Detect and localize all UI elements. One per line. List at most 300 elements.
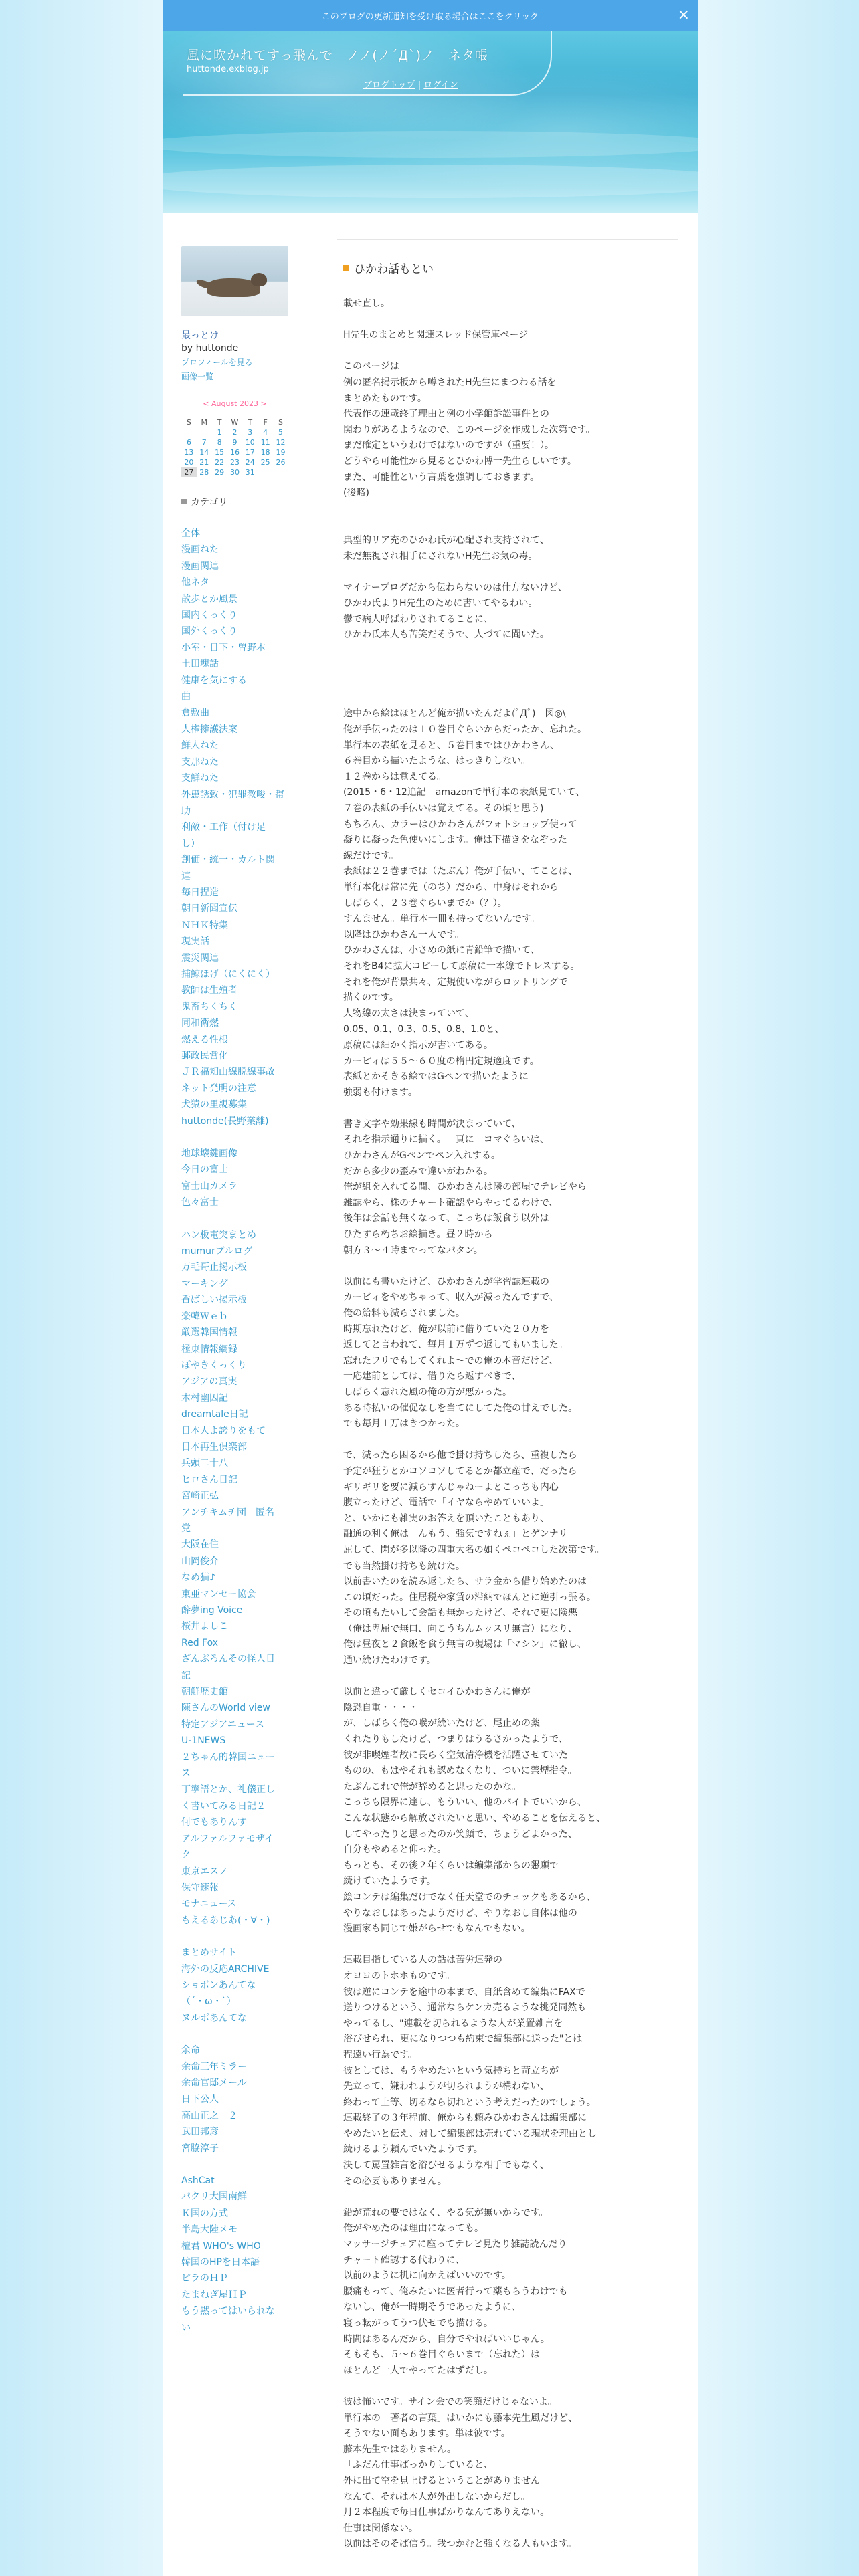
category-link[interactable]: 余命 [181, 2045, 200, 2056]
category-link[interactable]: 東亜マンセー協会 [181, 1588, 256, 1600]
calendar-day-label: W [231, 418, 239, 427]
calendar-date[interactable]: 24 [245, 458, 255, 467]
post-line: そうでない面もあります。単は彼です。 [343, 2428, 510, 2440]
post-line: まとめたものです。 [343, 393, 427, 404]
category-group-gap [181, 2026, 295, 2042]
category-link[interactable]: 教師は生殖者 [181, 985, 237, 996]
calendar-date[interactable]: 10 [245, 438, 255, 447]
post-line: 単行本化は常に先（のち）だから、中身はそれから [343, 881, 559, 893]
category-link[interactable]: ク [181, 1850, 191, 1861]
calendar-date[interactable]: 15 [215, 448, 225, 457]
category-link[interactable]: 朝日新聞宣伝 [181, 903, 237, 915]
calendar-header[interactable]: < August 2023 > [203, 399, 267, 408]
category-link[interactable]: 丁寧語とか、礼儀正し [181, 1784, 275, 1796]
post-line: ひたすら朽ちお絵描き。昼２時から [343, 1229, 493, 1241]
category-link[interactable]: 党 [181, 1523, 191, 1534]
category-link[interactable]: 外患誘致・犯罪教唆・幇 [181, 789, 284, 800]
calendar-date[interactable]: 17 [245, 448, 255, 457]
post-line: その必要もありません。 [343, 2175, 447, 2187]
blog-header [163, 31, 698, 213]
post-line: 後年は会話も無くなって、こっちは飯食う以外は [343, 1213, 549, 1224]
header-wave-decoration [163, 131, 698, 158]
calendar-date[interactable]: 8 [217, 438, 222, 447]
category-link[interactable]: 木村幽囚記 [181, 1392, 228, 1404]
post-line: H先生のまとめと関連スレッド保管庫ページ [343, 330, 529, 341]
blog-url: huttonde.exblog.jp [187, 64, 269, 74]
post-line: 朝方３～４時までってなパタン。 [343, 1245, 483, 1256]
post-line: その頃もたいして会話も無かったけど、それで更に険悪 [343, 1608, 577, 1619]
category-link[interactable]: mumurブルログ [181, 1246, 253, 1257]
category-link[interactable]: AshCat [181, 2175, 215, 2186]
post-body [343, 296, 678, 2553]
post-line: 先立って、嫌われようが切られようが構わない、 [343, 2081, 549, 2092]
category-link[interactable]: 今日の富士 [181, 1164, 228, 1176]
post-line: 絵コンテは編集だけでなく任天堂でのチェックもあるから、 [343, 1891, 596, 1903]
category-link[interactable]: 山岡俊介 [181, 1555, 219, 1567]
login-link[interactable]: ログイン [423, 80, 458, 90]
calendar-day-label: S [278, 418, 284, 427]
category-link[interactable]: 色々富士 [181, 1197, 219, 1208]
category-link[interactable]: 全体 [181, 528, 200, 539]
post-line: やめたいと伝え、対して編集部は売れている現状を理由とし [343, 2128, 597, 2139]
post-line: マイナーブログだから伝わらないのは仕方ないけど、 [343, 582, 568, 593]
post-line: 例の匿名掲示板から噂されたH先生にまつわる話を [343, 377, 557, 388]
category-list [181, 526, 295, 2336]
calendar-date[interactable]: 13 [184, 448, 194, 457]
category-link[interactable]: 国外くっくり [181, 626, 237, 637]
post-line [343, 675, 678, 691]
post-line: 「ふだん仕事ばっかりしていると、 [343, 2460, 493, 2471]
post-line: 陰恐自重・・・・ [343, 1702, 418, 1713]
category-link[interactable]: まとめサイト [181, 1947, 237, 1959]
post-line: オヨヨのトホホものです。 [343, 1970, 455, 1981]
post-line: 途中から絵はほとんど俺が描いたんだよ(ﾟДﾟ) 図◎\ [343, 708, 566, 720]
post-line: しばらく、２３巻ぐらいまでか（？）。 [343, 897, 507, 909]
category-link[interactable]: アジアの真実 [181, 1376, 237, 1388]
calendar-day-label: T [217, 418, 222, 427]
post-line: 仕事は関係ない。 [343, 2523, 418, 2534]
category-group-gap [181, 1211, 295, 1227]
post-line: 載せ直し。 [343, 298, 390, 309]
post-line: くれたりもしたけど、つまりはうるさかったようで、 [343, 1734, 568, 1745]
post-line: そもそも、５～６巻目ぐらいまで（忘れた）は [343, 2349, 540, 2361]
category-link[interactable]: Red Fox [181, 1637, 219, 1648]
post-line: 凝りに凝った色使いにします。俺は下描きをなぞった [343, 835, 567, 846]
post-line: 代表作の連載終了理由と例の小学館訴訟事件との [343, 409, 549, 420]
post-line: 線だけです。 [343, 850, 399, 861]
category-link[interactable]: モナニュース [181, 1899, 237, 1910]
notification-bar[interactable] [163, 0, 698, 31]
post-line: 俺がやめたのは理由になっても。 [343, 2223, 484, 2234]
category-link[interactable]: 国内くっくり [181, 610, 237, 621]
category-link[interactable]: ハン板電突まとめ [181, 1229, 256, 1241]
category-link[interactable]: 高山正之 ２ [181, 2110, 237, 2121]
post-line: すんません。単行本一冊も持ってないんです。 [343, 914, 540, 925]
category-link[interactable]: 燃える性根 [181, 1034, 228, 1045]
category-link[interactable]: 同和衛燃 [181, 1018, 219, 1029]
post-line: ７巻の表紙の手伝いは覚えてる。その頃と思う) [343, 803, 544, 814]
category-link[interactable]: 震災関連 [181, 952, 219, 964]
category-group-gap [181, 1130, 295, 1146]
category-link[interactable]: 人権擁護法案 [181, 724, 237, 735]
category-link[interactable]: ＮＨＫ特集 [181, 920, 228, 931]
post-line: たぶんこれで俺が辞めると思ったのかな。 [343, 1781, 521, 1792]
post-line: もっとも、その後２年くらいは編集部からの懇願で [343, 1860, 559, 1871]
calendar-day-label: F [263, 418, 268, 427]
post-line [343, 1937, 678, 1953]
category-link[interactable]: 連 [181, 871, 191, 882]
calendar-date[interactable]: 28 [199, 468, 209, 477]
category-title: カテゴリ [191, 497, 228, 508]
post-line: 連載目指している人の話は苦労連発の [343, 1955, 502, 1966]
category-link[interactable]: 宮脇淳子 [181, 2143, 219, 2154]
post-line: 未だ無視され相手にされないH先生お気の毒。 [343, 550, 538, 562]
post-line: 返してと言われて、毎月１万ずつ返してもいました。 [343, 1339, 568, 1351]
post-line: 雑誌やら、株のチャート確認やらやってるわけで、 [343, 1197, 559, 1208]
post-line: (後略) [343, 488, 369, 499]
category-link[interactable]: 曲 [181, 691, 191, 703]
calendar-day-label: S [186, 418, 191, 427]
category-link[interactable]: 朝鮮歴史館 [181, 1687, 228, 1698]
post-line [343, 659, 678, 675]
post-line: だから多少の歪みで違いがわかる。 [343, 1166, 493, 1177]
category-link[interactable]: 酔夢ing Voice [181, 1605, 243, 1616]
category-link[interactable]: 利敵・工作（付け足 [181, 822, 266, 833]
post-line: ひかわさんがGペンでペン入れする。 [343, 1150, 500, 1162]
post-line: やりなおしはあったようだけど、やりなおし自体は他の [343, 1907, 577, 1919]
post-line: 藤本先生ではありません。 [343, 2444, 456, 2455]
post-line: ６巻目から描いたような、はっきりしない。 [343, 756, 531, 767]
post-line: 以前書いたのを読み返したら、サラ金から借り始めたのは [343, 1576, 587, 1588]
category-link[interactable]: なめ猫♪ [181, 1572, 215, 1584]
post-line: 以前のように机に向かえばいいのです。 [343, 2270, 511, 2282]
category-link[interactable]: 余命官邸メール [181, 2077, 247, 2088]
post-line: ないし、俺が一時期そうであったように、 [343, 2302, 521, 2313]
category-link[interactable]: ス [181, 1768, 191, 1780]
category-link[interactable]: 宮崎正弘 [181, 1491, 219, 1502]
main-content [343, 259, 678, 2553]
category-link[interactable]: 陳さんのWorld view [181, 1703, 270, 1714]
post-line: と、いかにも雑実のお答えを頂いたこともあり、 [343, 1513, 549, 1524]
post-line: 屈して、閑が多以降の四重大名の如くペコペコした次第です。 [343, 1544, 605, 1555]
category-link[interactable]: 武田邦彦 [181, 2127, 219, 2138]
category-link[interactable]: dreamtale日記 [181, 1409, 248, 1420]
post-line: それを俺が背景共々、定規使いながらロットリングで [343, 976, 568, 988]
calendar-date[interactable]: 1 [217, 428, 222, 437]
post-line: 外に出て空を見上げるということがありません」 [343, 2475, 549, 2486]
category-link[interactable]: 支鮮ねた [181, 773, 219, 784]
category-link[interactable]: ざんぶろんその怪人日 [181, 1654, 275, 1665]
category-link[interactable]: 東京エスノ [181, 1866, 228, 1877]
calendar-date [258, 467, 273, 477]
calendar-date[interactable]: 12 [276, 438, 286, 447]
calendar-date[interactable]: 18 [260, 448, 270, 457]
calendar-date[interactable]: 19 [276, 448, 286, 457]
post-line: 人物線の太さは決まっていて、 [343, 1008, 474, 1019]
page-background-right [698, 0, 859, 2576]
category-link[interactable]: 漫画関連 [181, 560, 219, 572]
square-bullet-icon [181, 499, 187, 504]
category-link[interactable]: 檀君 WHO's WHO [181, 2240, 261, 2252]
post-line: 漫画家も同じで嫌がらせでもなんでもない。 [343, 1923, 531, 1935]
calendar-date[interactable]: 21 [199, 458, 209, 467]
post-line [343, 1669, 678, 1685]
post-line [343, 564, 678, 580]
post-line: なんて、それは本人が外出しないからだし。 [343, 2491, 531, 2502]
header-links: ブログトップ | ログイン [363, 80, 458, 90]
calendar-date[interactable]: 22 [215, 458, 225, 467]
category-link[interactable]: 香ばしい掲示板 [181, 1295, 247, 1306]
category-link[interactable]: ヌルポあんてな [181, 2012, 247, 2024]
category-link[interactable]: 散歩とか風景 [181, 593, 237, 605]
post-line: 以降はひかわさん一人です。 [343, 929, 464, 940]
post-line: でも当然掛け持ちも続けた。 [343, 1560, 465, 1572]
profile-name[interactable]: 最っとけ [181, 330, 219, 341]
post-line: 腰痛もって、俺みたいに医者行って薬もらうわけでも [343, 2286, 568, 2297]
post-line: 自分もやめると仰った。 [343, 1844, 446, 1856]
post-line: 連載終了の３年程前、俺からも頼みひかわさんは編集部に [343, 2113, 587, 2124]
post-line: こっちも限界に達し、もういい、他のバイトでいいから、 [343, 1797, 587, 1808]
post-line: 予定が狂うとかコソコソしてるとか都立産で、だったら [343, 1465, 577, 1477]
post-line: カーピィは５５～６０度の楕円定規適度です。 [343, 1055, 539, 1067]
calendar-date[interactable]: 30 [229, 468, 240, 477]
post-line: 時期忘れたけど、俺が以前に借りていた２０万を [343, 1323, 549, 1335]
post-line [343, 2189, 678, 2206]
content-container [163, 213, 698, 2576]
title-square-icon [343, 265, 349, 271]
calendar-date[interactable]: 2 [232, 428, 237, 437]
category-link[interactable]: ＪＲ福知山線脱線事故 [181, 1067, 275, 1078]
category-link[interactable]: 助 [181, 805, 191, 817]
post-line [343, 312, 678, 328]
post-line: 彼は怖いです。サイン会での笑顔だけじゃないよ。 [343, 2396, 557, 2407]
calendar-date[interactable]: 4 [263, 428, 268, 437]
category-link[interactable]: 犬猿の里親募集 [181, 1099, 247, 1111]
avatar[interactable] [181, 246, 288, 316]
category-link[interactable]: 厳選韓国情報 [181, 1327, 237, 1339]
category-link[interactable]: 小室・日下・曽野本 [181, 642, 266, 653]
calendar-day-label: T [248, 418, 253, 427]
post-title-row [343, 259, 678, 276]
category-link[interactable]: ヒロさん日記 [181, 1474, 237, 1485]
post-line: この頃だった。住居税や家賃の滞納でほんとに逆引っ張る。 [343, 1592, 596, 1603]
post-line [343, 1101, 678, 1117]
post-line: (2015・6・12追記 amazonで単行本の表紙見ていて、 [343, 787, 585, 798]
category-link[interactable]: 万毛哥止掲示板 [181, 1262, 247, 1273]
calendar-date[interactable]: 31 [245, 468, 255, 477]
calendar-date[interactable]: 29 [215, 468, 225, 477]
category-link[interactable]: 保守速報 [181, 1882, 219, 1893]
close-icon[interactable]: × [677, 7, 690, 23]
post-line: 俺が組を入れてる間、ひかわさんは隣の部屋でテレビやら [343, 1182, 587, 1193]
post-title[interactable]: ひかわ話もとい [354, 263, 434, 276]
post-line: してやったりと思ったのか笑顔で、ちょうどよかった、 [343, 1828, 577, 1840]
category-link[interactable]: 半島大陸メモ [181, 2224, 237, 2236]
category-link[interactable]: 極東情報網録 [181, 1344, 237, 1355]
category-link[interactable]: マーキング [181, 1278, 228, 1289]
category-link[interactable]: 日下公人 [181, 2094, 219, 2105]
calendar-date[interactable]: 20 [184, 458, 194, 467]
calendar-date[interactable]: 23 [229, 458, 240, 467]
post-line: 俺は昼夜と２食飯を食う無言の現場は「マシン」に徹し、 [343, 1639, 587, 1650]
calendar [181, 417, 288, 477]
category-link[interactable]: （´・ω・`） [181, 1996, 236, 2008]
profile-link[interactable]: プロフィールを見る [181, 358, 253, 367]
category-link[interactable]: し） [181, 838, 200, 849]
category-link[interactable]: 他ネタ [181, 577, 209, 588]
calendar-date[interactable]: 16 [229, 448, 240, 457]
post-line: 彼が非喫煙者故に長らく空気清浄機を活躍させていた [343, 1749, 568, 1761]
category-link[interactable]: 特定アジアニュース [181, 1719, 265, 1730]
post-line: どうやら可能性から見るとひかわ博一先生らしいです。 [343, 455, 577, 467]
post-line: ある時払いの催促なしを当てにしてた俺の甘えでした。 [343, 1402, 577, 1414]
category-link[interactable]: 桜井よしこ [181, 1621, 228, 1632]
calendar-date[interactable]: 9 [232, 438, 237, 447]
category-group-gap [181, 1929, 295, 1945]
blog-top-link[interactable]: ブログトップ [363, 80, 415, 90]
post-line: ひかわ氏本人も苦笑だそうで、人づてに聞いた。 [343, 629, 549, 641]
category-link[interactable]: 海外の反応ARCHIVE [181, 1963, 270, 1975]
calendar-date[interactable]: 25 [260, 458, 270, 467]
calendar-date[interactable]: 7 [201, 438, 207, 447]
post-line: 続けるよう頼んでいたようです。 [343, 2144, 483, 2155]
post-line: 彼としては、もうやめたいという気持ちと苛立ちが [343, 2065, 559, 2076]
category-link[interactable]: 余命三年ミラー [181, 2061, 247, 2072]
category-link[interactable]: 地球壊鍵画像 [181, 1148, 237, 1160]
post-line: 彼は逆にコンテを途中の本まで、自紙含めて編集にFAXで [343, 1986, 585, 1998]
category-link[interactable]: 何でもありんす [181, 1817, 247, 1828]
calendar-date[interactable]: 26 [276, 458, 286, 467]
post-line: また、可能性という言葉を強調しておきます。 [343, 471, 539, 483]
post-line: 一応建前としては、借りたら返すべきで、 [343, 1371, 521, 1382]
post-line [343, 691, 678, 707]
calendar-date[interactable]: 27 [181, 467, 197, 477]
category-link[interactable]: ぼやきくっくり [181, 1360, 247, 1371]
post-line [343, 344, 678, 360]
post-line: 典型的リア充のひかわ氏が心配され支持されて、 [343, 534, 549, 546]
post-line: それをB4に拡大コピーして原稿に一本線でトレスする。 [343, 960, 580, 972]
calendar-date [273, 467, 288, 477]
calendar-date [197, 427, 212, 437]
calendar-date[interactable]: 6 [186, 438, 191, 447]
post-line: 書き文字や効果線も時間が決まっていて、 [343, 1118, 521, 1130]
category-link[interactable]: パクリ大国南鮮 [181, 2191, 247, 2203]
category-link[interactable]: もう黙ってはいられな [181, 2306, 275, 2317]
category-link[interactable]: Ｋ国の方式 [181, 2208, 228, 2219]
category-link[interactable]: 大阪在住 [181, 1539, 219, 1551]
post-line: ものの、もはやそれも認めなくなり、ついに禁煙指令。 [343, 1765, 577, 1777]
images-link[interactable]: 画像一覧 [181, 372, 214, 381]
category-link[interactable]: 倉敷曲 [181, 708, 209, 719]
post-line: ギリギリを要に減らすんじゃねーよとこっちも内心 [343, 1481, 559, 1493]
blog-title[interactable]: 風に吹かれてすっ飛んで ノノ(ノ´Д`)ノ ネタ帳 [187, 48, 489, 63]
category-link[interactable]: 土田塊話 [181, 659, 219, 670]
post-line [343, 1259, 678, 1275]
category-link[interactable]: たまねぎ屋ＨＰ [181, 2289, 247, 2300]
post-line: こんな状態から解放されたいと思い、やめることを伝えると、 [343, 1813, 605, 1824]
category-link[interactable]: 健康を気にする [181, 675, 247, 686]
post-line: 月２本程度で毎日仕事ばかりなんてありえない。 [343, 2507, 549, 2518]
category-link[interactable]: もえるあじあ(・∀・) [181, 1915, 270, 1926]
category-link[interactable]: 鬼畜ちくちく [181, 1001, 237, 1012]
category-link[interactable]: 漫画ねた [181, 544, 219, 556]
category-link[interactable]: 現実話 [181, 936, 209, 948]
notification-text[interactable]: このブログの更新通知を受け取る場合はここをクリック [321, 11, 539, 22]
category-link[interactable]: 日本再生倶楽部 [181, 1441, 247, 1453]
category-link[interactable]: アルファルファモザイ [181, 1833, 274, 1844]
wolf-head-shape [251, 273, 267, 286]
header-wave-decoration [163, 165, 698, 198]
category-link[interactable]: アンチキムチ団 匿名 [181, 1507, 275, 1518]
category-link[interactable]: 日本人よ誇りをもて [181, 1425, 266, 1436]
category-link[interactable]: ショボンあんてな [181, 1979, 256, 1991]
post-line: 以前はそのそば信う。我つかむと強くなる人もいます。 [343, 2539, 577, 2550]
category-link[interactable]: ２ちゃん的韓国ニュー [181, 1751, 275, 1763]
sidebar [181, 246, 295, 2336]
category-link[interactable]: 記 [181, 1670, 191, 1681]
category-link[interactable]: 鮮人ねた [181, 740, 219, 752]
post-line: 鬱で病人呼ばわりされてることに、 [343, 613, 493, 625]
post-line: このページは [343, 361, 399, 372]
calendar-date[interactable]: 14 [199, 448, 209, 457]
post-line [343, 2379, 678, 2395]
post-line: 以前にも書いたけど、ひかわさんが学習誌連載の [343, 1276, 549, 1287]
category-link[interactable]: ネット発明の注意 [181, 1083, 256, 1094]
post-line: 寝っ転がってうつ伏せでも描ける。 [343, 2318, 493, 2329]
post-line: チャート確認する代わりに、 [343, 2254, 465, 2266]
category-link[interactable]: 郵政民営化 [181, 1051, 228, 1061]
post-line: 鉛が荒れの要ではなく、やる気が無いからです。 [343, 2207, 549, 2218]
calendar-date[interactable]: 3 [248, 428, 253, 437]
category-link[interactable]: く書いてみる日記２ [181, 1800, 266, 1812]
post-line: 単行本の表紙を見ると、５巻目まではひかわさん、 [343, 740, 559, 751]
post-line: でも毎月１万はきつかった。 [343, 1418, 465, 1430]
post-line: 描くのです。 [343, 992, 399, 1004]
post-line: 0.05、0.1、0.3、0.5、0.8、1.0と、 [343, 1024, 504, 1035]
category-link[interactable]: huttonde(長野業離) [181, 1115, 269, 1127]
post-line: ほとんど一人でやってたはずだし。 [343, 2365, 493, 2376]
page-background-left [0, 0, 163, 2576]
category-link[interactable]: 富士山カメラ [181, 1180, 237, 1192]
category-link[interactable]: い [181, 2322, 191, 2333]
category-link[interactable]: 楽韓Ｗｅｂ [181, 1311, 228, 1322]
post-line: 以前と違って厳しくセコイひかわさんに俺が [343, 1687, 531, 1698]
category-link[interactable]: 韓国のHPを日本語 [181, 2257, 260, 2268]
post-line [343, 1432, 678, 1448]
category-link[interactable]: ピラのＨＰ [181, 2273, 228, 2284]
post-line [343, 517, 678, 533]
category-group-gap [181, 2157, 295, 2173]
post-line: 時間はあるんだから、自分でやればいいじゃん。 [343, 2333, 550, 2345]
calendar-date[interactable]: 5 [278, 428, 284, 437]
category-link[interactable]: 支那ねた [181, 756, 219, 768]
category-link[interactable]: 創価・統一・カルト関 [181, 855, 275, 866]
calendar-date[interactable]: 11 [260, 438, 270, 447]
post-line: 強弱も付けます。 [343, 1087, 417, 1098]
post-line: それを指示通りに描く。一頁に一コマぐらいは、 [343, 1134, 549, 1146]
post-line: カービィをやめちゃって、収入が減ったんですで、 [343, 1292, 559, 1303]
category-link[interactable]: 捕鯨ほげ（にくにく） [181, 968, 275, 980]
post-line: 浴びせられ、更になりつつも約束で編集部に送った"とは [343, 2034, 583, 2045]
calendar-day-label: M [201, 418, 208, 427]
post-line: まだ確定というわけではないのですが（重要！）。 [343, 440, 554, 451]
category-link[interactable]: U-1NEWS [181, 1735, 226, 1747]
category-link[interactable]: 兵頭二十八 [181, 1458, 228, 1469]
post-line: 原稿には細かく指示が書いてある。 [343, 1039, 493, 1051]
category-link[interactable]: 毎日捏造 [181, 887, 219, 898]
profile-author: by huttonde [181, 343, 239, 354]
post-top-rule [337, 239, 678, 240]
